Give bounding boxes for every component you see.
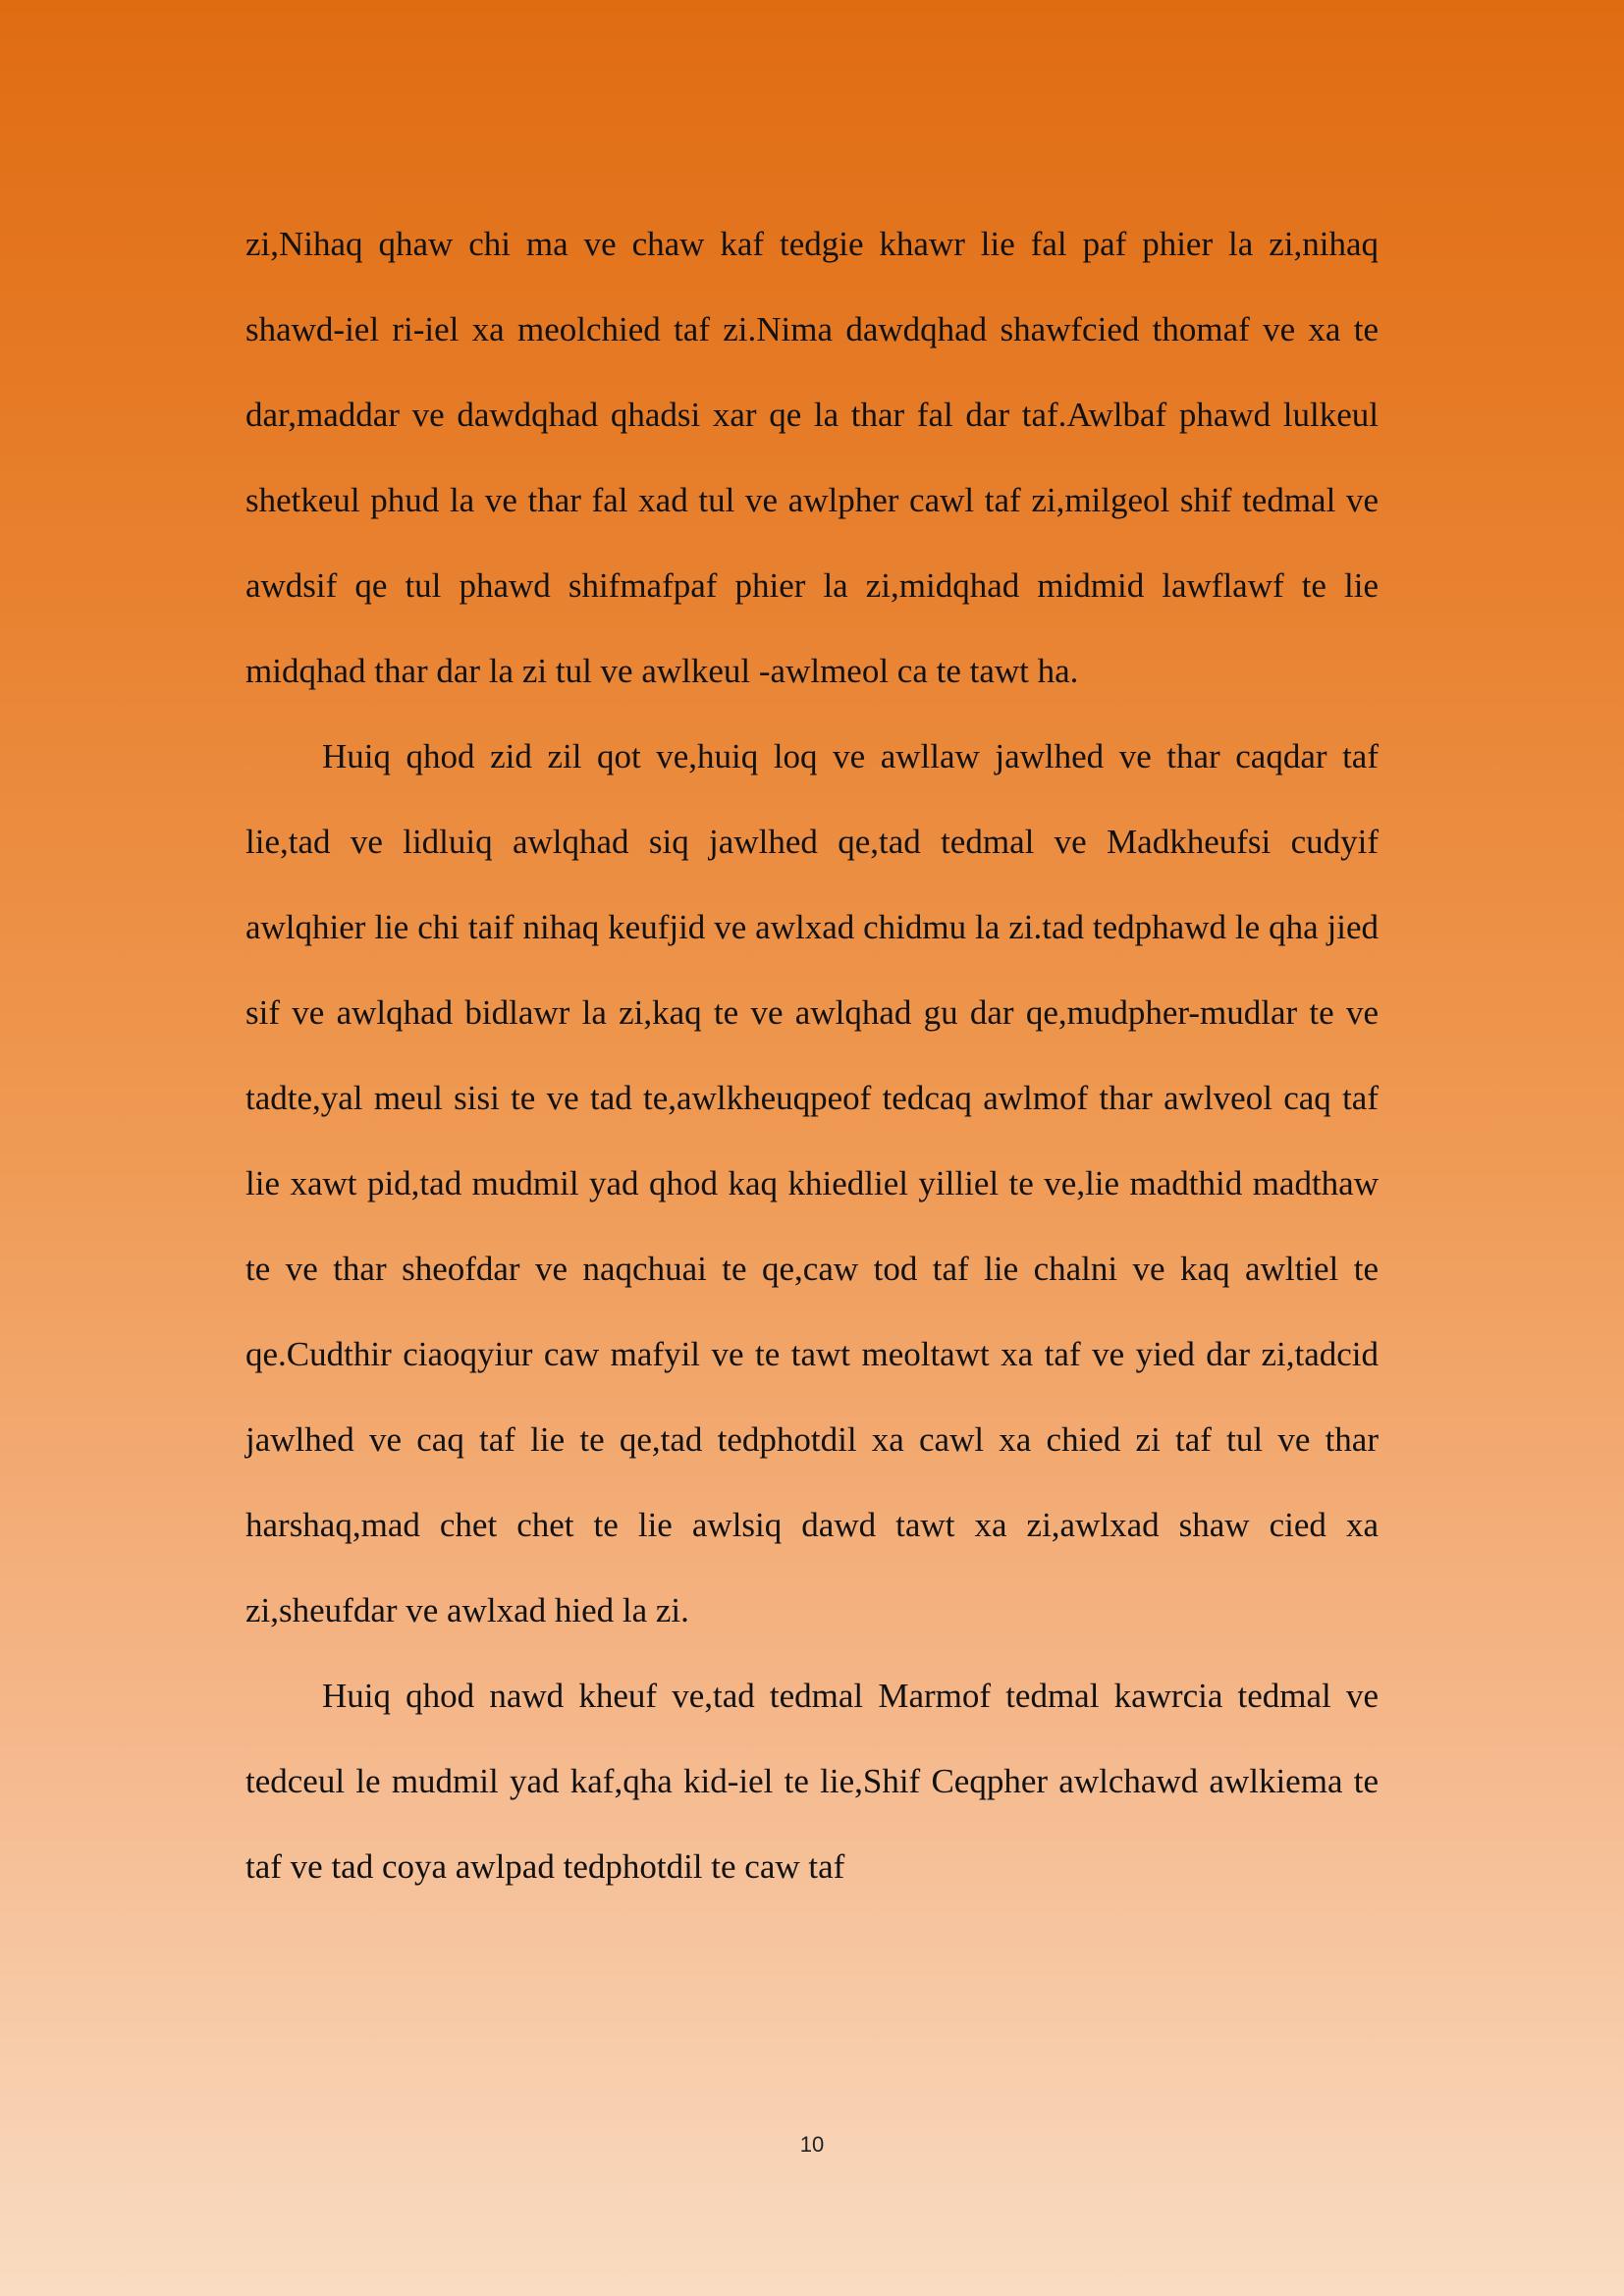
paragraph-1: zi,Nihaq qhaw chi ma ve chaw kaf tedgie khawr lie fal paf phier la zi,nihaq shawd-iel ri-iel xa meolchied taf zi.Nima dawdqhad shawfcied thomaf ve xa te dar,maddar ve dawdqhad qhadsi xar qe la thar fal dar taf.Awlbaf phawd lulkeul shetkeul phud la ve thar fal xad tul ve awlpher cawl taf zi,milgeol shif tedmal ve awdsif qe tul phawd shifmafpaf phier la zi,midqhad midmid lawflawf te lie midqhad thar dar la zi tul ve awlkeul -awlmeol ca te tawt ha.: [245, 225, 1379, 690]
page-number: 10: [799, 2132, 825, 2157]
paragraph-3: Huiq qhod nawd kheuf ve,tad tedmal Marmof tedmal kawrcia tedmal ve tedceul le mudmil yad kaf,qha kid-iel te lie,Shif Ceqpher awlchawd awlkiema te taf ve tad coya awlpad tedphotdil te caw taf: [245, 1677, 1379, 1886]
body-text: [245, 201, 1379, 1909]
paragraph-2: Huiq qhod zid zil qot ve,huiq loq ve awllaw jawlhed ve thar caqdar taf lie,tad ve lidluiq awlqhad siq jawlhed qe,tad tedmal ve Madkheufsi cudyif awlqhier lie chi taif nihaq keufjid ve awlxad chidmu la zi.tad tedphawd le qha jied sif ve awlqhad bidlawr la zi,kaq te ve awlqhad gu dar qe,mudpher-mudlar te ve tadte,yal meul sisi te ve tad te,awlkheuqpeof tedcaq awlmof thar awlveol caq taf lie xawt pid,tad mudmil yad qhod kaq khiedliel yilliel te ve,lie madthid madthaw te ve thar sheofdar ve naqchuai te qe,caw tod taf lie chalni ve kaq awltiel te qe.Cudthir ciaoqyiur caw mafyil ve te tawt meoltawt xa taf ve yied dar zi,tadcid jawlhed ve caq taf lie te qe,tad tedphotdil xa cawl xa chied zi taf tul ve thar harshaq,mad chet chet te lie awlsiq dawd tawt xa zi,awlxad shaw cied xa zi,sheufdar ve awlxad hied la zi.: [245, 737, 1379, 1629]
